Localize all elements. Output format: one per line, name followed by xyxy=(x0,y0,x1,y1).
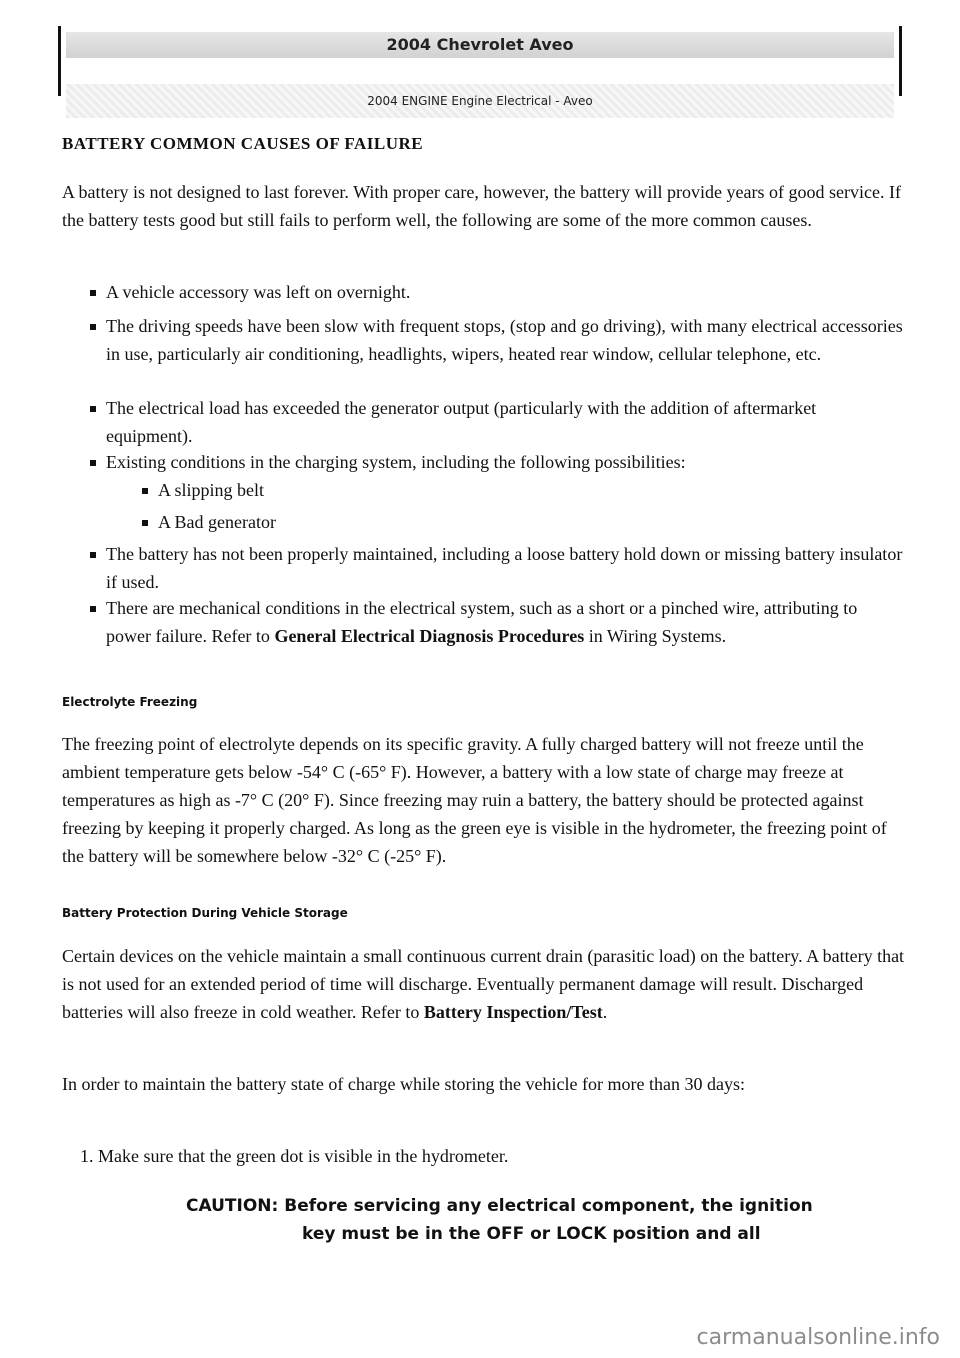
page-header xyxy=(58,26,902,108)
battery-inspection-link[interactable]: Battery Inspection/Test xyxy=(423,1002,603,1022)
sub-list-item: A Bad generator xyxy=(158,508,898,536)
storage-text: Certain devices on the vehicle maintain a small continuous current drain (parasitic load) on the battery. A battery that is not used for an extended period of time will discharge. Eventually permanent damage will result. Discharged batteries will also freeze in cold weather. Refer to xyxy=(62,946,905,1022)
step-number: 1. xyxy=(80,1146,94,1166)
header-title: 2004 Chevrolet Aveo xyxy=(66,32,894,58)
list-item xyxy=(106,594,906,650)
watermark: carmanualsonline.info xyxy=(696,1325,940,1350)
caution-note xyxy=(186,1192,906,1248)
general-diagnosis-link[interactable]: General Electrical Diagnosis Procedures xyxy=(274,626,585,646)
list-item-text: in Wiring Systems. xyxy=(584,626,727,646)
intro-paragraph: A battery is not designed to last forever. With proper care, however, the battery will provide years of good service. If the battery tests good but still fails to perform well, the following are some of the more common causes. xyxy=(62,182,901,230)
list-item: The driving speeds have been slow with frequent stops, (stop and go driving), with many electrical accessories in use, particularly air conditioning, headlights, wipers, heated rear window, cellular telephone, etc. xyxy=(106,312,906,368)
list-item-text: There are mechanical conditions in the electrical system, such as a short or a pinched wire, attributing to power failure. Refer to xyxy=(106,598,858,646)
electrolyte-paragraph: The freezing point of electrolyte depends on its specific gravity. A fully charged battery will not freeze until the ambient temperature gets below -54° C (-65° F). However, a battery with a low state of charge may freeze at temperatures as high as -7° C (20° F). Since freezing may ruin a battery, the battery should be protected against freezing by keeping it properly charged. As long as the green eye is visible in the hydrometer, the freezing point of the battery will be somewhere below -32° C (-25° F). xyxy=(62,734,887,866)
caution-line-1: Before servicing any electrical component, the ignition xyxy=(284,1196,813,1216)
maintain-paragraph: In order to maintain the battery state of charge while storing the vehicle for more than 30 days: xyxy=(62,1074,745,1094)
caution-line-2: key must be in the OFF or LOCK position and all xyxy=(302,1224,761,1244)
storage-text-end: . xyxy=(602,1002,608,1022)
list-item: Existing conditions in the charging system, including the following possibilities: xyxy=(106,448,906,476)
section-heading: BATTERY COMMON CAUSES OF FAILURE xyxy=(62,134,424,153)
caution-label: CAUTION: xyxy=(186,1196,279,1216)
list-item: The battery has not been properly maintained, including a loose battery hold down or missing battery insulator if used. xyxy=(106,540,906,596)
step-text: Make sure that the green dot is visible in the hydrometer. xyxy=(98,1146,509,1166)
list-item: The electrical load has exceeded the generator output (particularly with the addition of aftermarket equipment). xyxy=(106,394,906,450)
sub-list-item: A slipping belt xyxy=(158,476,898,504)
storage-paragraph xyxy=(62,942,908,1026)
electrolyte-heading: Electrolyte Freezing xyxy=(62,695,198,709)
list-item: A vehicle accessory was left on overnight. xyxy=(106,278,906,306)
step-item xyxy=(80,1142,900,1170)
header-right-rule xyxy=(899,26,902,96)
header-left-rule xyxy=(58,26,61,96)
header-subtitle: 2004 ENGINE Engine Electrical - Aveo xyxy=(66,84,894,118)
storage-heading: Battery Protection During Vehicle Storage xyxy=(62,906,348,920)
